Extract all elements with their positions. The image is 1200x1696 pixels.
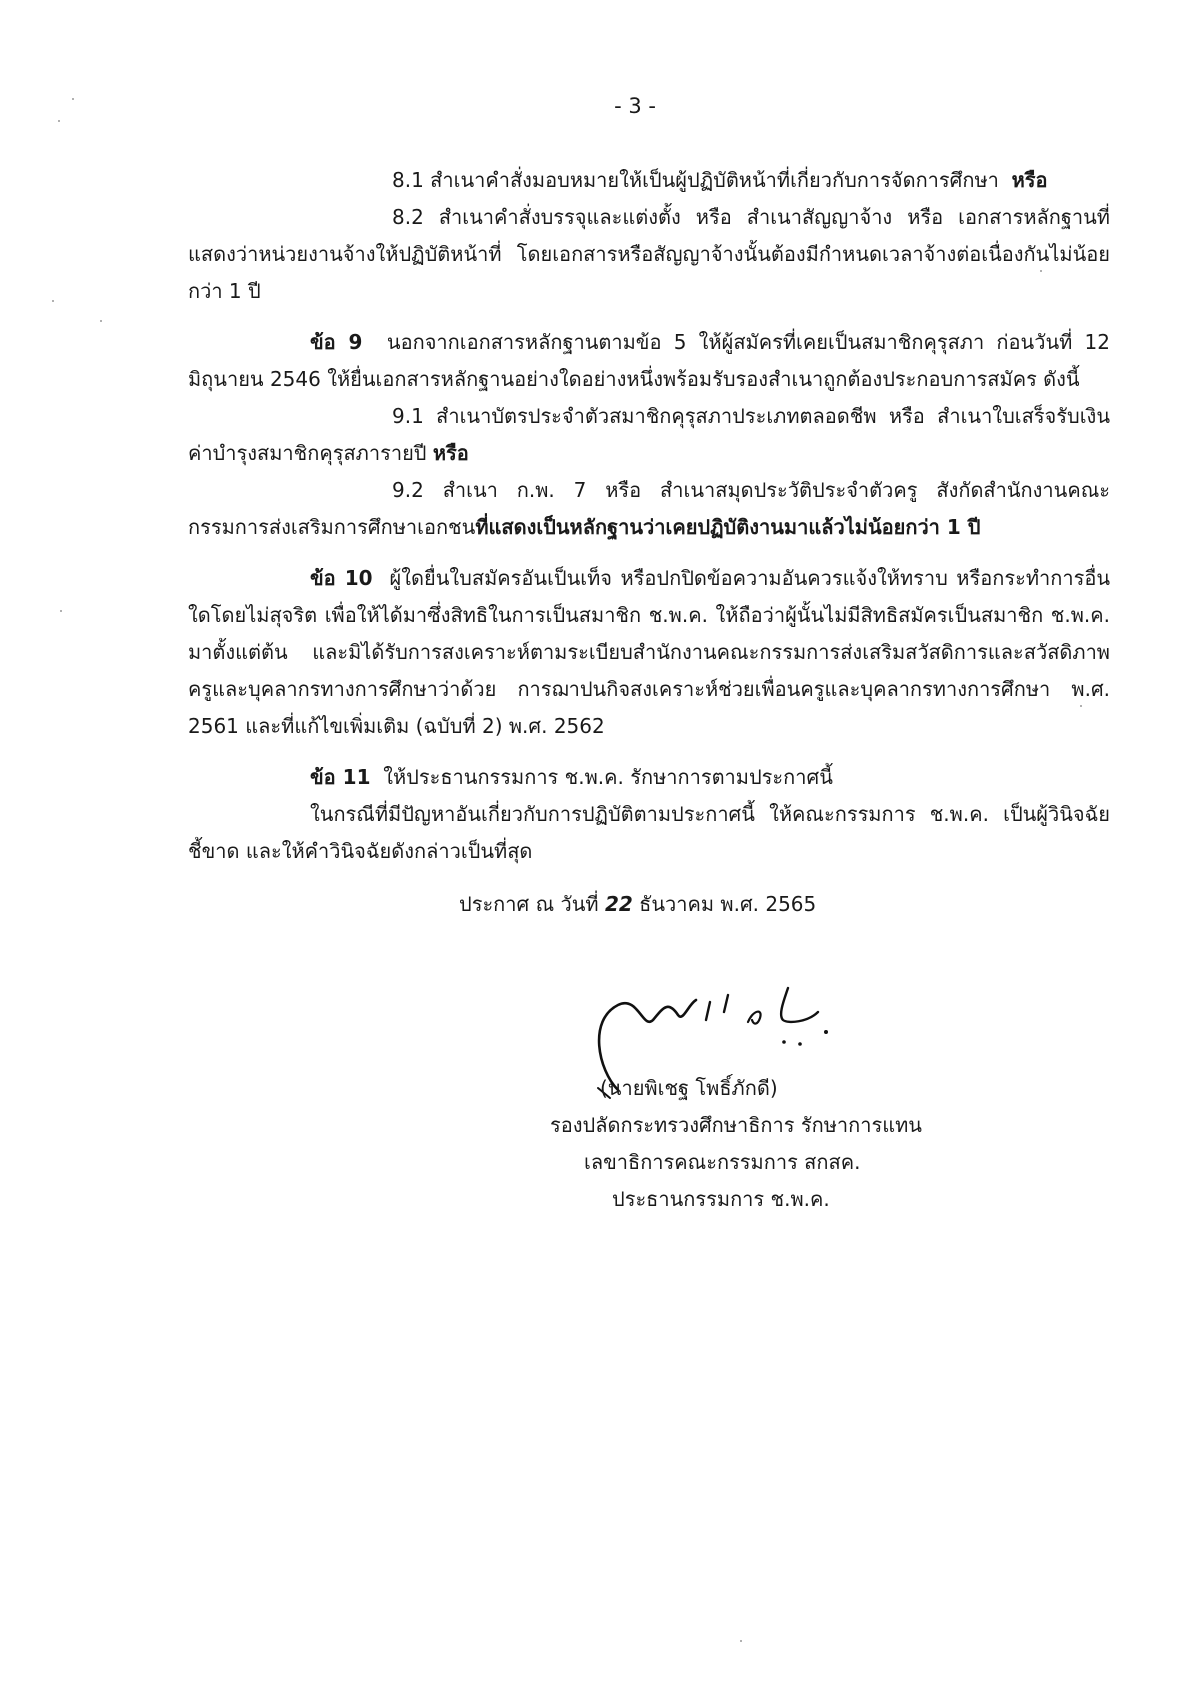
scan-speck [1080, 705, 1082, 707]
clause-10-label: ข้อ 10 [310, 566, 373, 590]
scan-speck [60, 610, 62, 612]
signer-block [500, 1070, 980, 1218]
announcement-date [459, 888, 816, 920]
item-9-1-text: 9.1 สำเนาบัตรประจำตัวสมาชิกคุรุสภาประเภทตลอดชีพ หรือ สำเนาใบเสร็จรับเงินค่าบำรุงสมาชิกคุรุสภารายปี [188, 404, 1110, 465]
item-8-2: 8.2 สำเนาคำสั่งบรรจุและแต่งตั้ง หรือ สำเนาสัญญาจ้าง หรือ เอกสารหลักฐานที่แสดงว่าหน่วยงานจ้างให้ปฏิบัติหน้าที่ โดยเอกสารหรือสัญญาจ้างนั้นต้องมีกำหนดเวลาจ้างต่อเนื่องกันไม่น้อยกว่า 1 ปี [188, 205, 1110, 303]
clause-11 [188, 759, 1110, 796]
item-9-2-text: 9.2 สำเนา ก.พ. 7 หรือ สำเนาสมุดประวัติประจำตัวครู สังกัดสำนักงานคณะกรรมการส่งเสริมการศึกษาเอกชน [188, 478, 1110, 539]
clause-9-label: ข้อ 9 [310, 330, 363, 354]
scan-speck [58, 120, 60, 122]
item-9-1-or: หรือ [432, 441, 469, 465]
document-body [188, 162, 1110, 870]
scan-speck [100, 320, 102, 322]
signer-title-2: เลขาธิการคณะกรรมการ สกสค. [584, 1150, 861, 1174]
item-8-1-text: 8.1 สำเนาคำสั่งมอบหมายให้เป็นผู้ปฏิบัติหน้าที่เกี่ยวกับการจัดการศึกษา [392, 168, 999, 192]
scan-speck [72, 98, 74, 100]
scan-speck [740, 1640, 742, 1642]
signer-title-1: รองปลัดกระทรวงศึกษาธิการ รักษาการแทน [550, 1113, 922, 1137]
item-8-1 [188, 162, 1110, 199]
announcement-day: 22 [604, 892, 633, 916]
item-9-2-bold: ที่แสดงเป็นหลักฐานว่าเคยปฏิบัติงานมาแล้วไม่น้อยกว่า 1 ปี [475, 515, 981, 539]
clause-9 [188, 324, 1110, 398]
clause-10-text: ผู้ใดยื่นใบสมัครอันเป็นเท็จ หรือปกปิดข้อความอันควรแจ้งให้ทราบ หรือกระทำการอื่นใดโดยไม่สุจริต เพื่อให้ได้มาซึ่งสิทธิในการเป็นสมาชิก ช.พ.ค. ให้ถือว่าผู้นั้นไม่มีสิทธิสมัครเป็นสมาชิก ช.พ.ค. มาตั้งแต่ต้น และมิได้รับการสงเคราะห์ตามระเบียบสำนักงานคณะกรรมการส่งเสริมสวัสดิการและสวัสดิภาพครูและบุคลากรทางการศึกษาว่าด้วย การฌาปนกิจสงเคราะห์ช่วยเพื่อนครูและบุคลากรทางการศึกษา พ.ศ. 2561 และที่แก้ไขเพิ่มเติม (ฉบับที่ 2) พ.ศ. 2562 [188, 566, 1111, 738]
item-9-1 [188, 398, 1110, 472]
scan-speck [1040, 270, 1042, 272]
announcement-prefix: ประกาศ ณ วันที่ [459, 892, 599, 916]
item-8-1-or: หรือ [1011, 168, 1048, 192]
scan-speck [52, 300, 54, 302]
clause-9-text: นอกจากเอกสารหลักฐานตามข้อ 5 ให้ผู้สมัครที่เคยเป็นสมาชิกคุรุสภา ก่อนวันที่ 12 มิถุนายน 2546 ให้ยื่นเอกสารหลักฐานอย่างใดอย่างหนึ่งพร้อมรับรองสำเนาถูกต้องประกอบการสมัคร ดังนี้ [188, 330, 1110, 391]
announcement-rest: ธันวาคม พ.ศ. 2565 [639, 892, 817, 916]
clause-11-detail: ในกรณีที่มีปัญหาอันเกี่ยวกับการปฏิบัติตามประกาศนี้ ให้คณะกรรมการ ช.พ.ค. เป็นผู้วินิจฉัยชี้ขาด และให้คำวินิจฉัยดังกล่าวเป็นที่สุด [188, 802, 1110, 863]
clause-10 [188, 560, 1110, 745]
signer-name: (นายพิเชฐ โพธิ์ภักดี) [600, 1076, 778, 1100]
clause-11-label: ข้อ 11 [310, 765, 371, 789]
page-number: - 3 - [614, 94, 656, 118]
clause-11-text: ให้ประธานกรรมการ ช.พ.ค. รักษาการตามประกาศนี้ [383, 765, 833, 789]
signer-title-3: ประธานกรรมการ ช.พ.ค. [612, 1187, 830, 1211]
item-9-2 [188, 472, 1110, 546]
